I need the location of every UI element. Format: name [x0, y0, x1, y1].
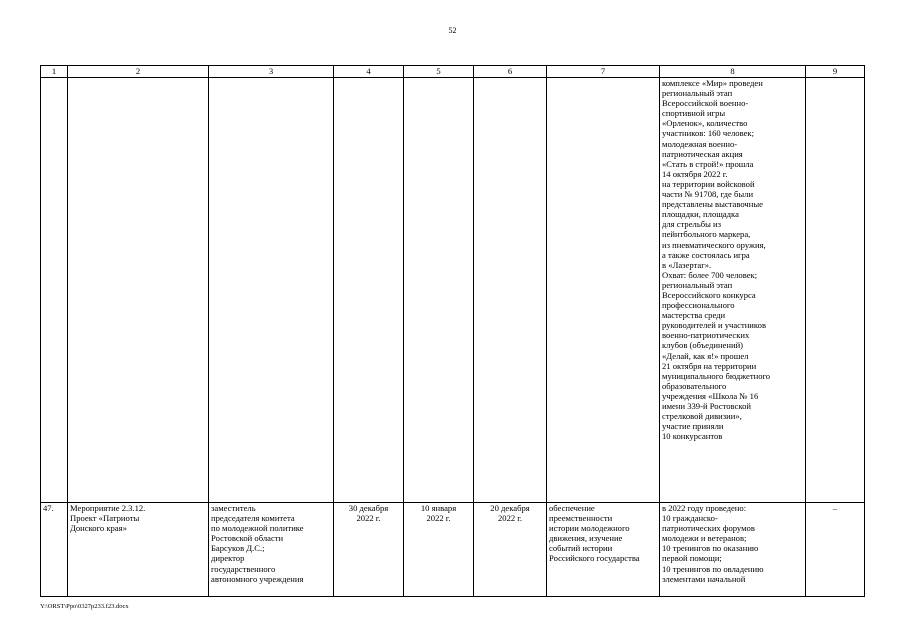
cell-date-planned: 30 декабря 2022 г. — [334, 503, 404, 597]
cell-date-start — [404, 78, 474, 503]
report-table — [40, 65, 865, 597]
cell-responsible — [209, 78, 334, 503]
cell-actual-result: комплексе «Мир» проведен региональный этап Всероссийской военно- спортивной игры «Орленок», количество участников: 160 человек; молодежная военно- патриотическая акция «Стать в строй!» прошла 14 октября 2022 г. на территории войсковой части № 91708, где были представлены выставочные площадки, площадка для стрельбы из пейнтбольного маркера, из пневматического оружия, а также состоялась игра в «Лазертаг». Охват: более 700 человек; региональный этап Всероссийского конкурса профессионального мастерства среди руководителей и участников военно-патриотических клубов (объединений) «Делай, как я!» прошел 21 октября на территории муниципального бюджетного образовательного учреждения «Школа № 16 имени 339-й Ростовской стрелковой дивизии», участие приняли 10 конкурсантов — [660, 78, 806, 503]
column-header-8: 8 — [660, 66, 806, 78]
cell-date-end — [474, 78, 547, 503]
column-header-4: 4 — [334, 66, 404, 78]
column-header-6: 6 — [474, 66, 547, 78]
cell-event — [68, 78, 209, 503]
column-header-7: 7 — [547, 66, 660, 78]
cell-number — [41, 78, 68, 503]
column-header-1: 1 — [41, 66, 68, 78]
file-path-footer: Y:\ORST\Ppo\0327p233.f23.docx — [40, 603, 129, 610]
cell-actual-result: в 2022 году проведено: 10 гражданско- патриотических форумов молодежи и ветеранов; 10 тренингов по оказанию первой помощи; 10 тренингов по овладению элементами начальной — [660, 503, 806, 597]
cell-date-planned — [334, 78, 404, 503]
cell-notes: – — [806, 503, 865, 597]
column-header-5: 5 — [404, 66, 474, 78]
table-header-row — [41, 66, 865, 78]
cell-expected-result: обеспечение преемственности истории молодежного движения, изучение событий истории Российского государства — [547, 503, 660, 597]
column-header-9: 9 — [806, 66, 865, 78]
column-header-2: 2 — [68, 66, 209, 78]
cell-date-end: 20 декабря 2022 г. — [474, 503, 547, 597]
table-row — [41, 503, 865, 597]
table-row — [41, 78, 865, 503]
cell-responsible: заместитель председателя комитета по молодежной политике Ростовской области Барсуков Д.С.; директор государственного автономного учреждения — [209, 503, 334, 597]
cell-number: 47. — [41, 503, 68, 597]
page-number: 52 — [448, 26, 457, 35]
cell-notes — [806, 78, 865, 503]
cell-event: Мероприятие 2.3.12. Проект «Патриоты Донского края» — [68, 503, 209, 597]
cell-expected-result — [547, 78, 660, 503]
cell-date-start: 10 января 2022 г. — [404, 503, 474, 597]
column-header-3: 3 — [209, 66, 334, 78]
